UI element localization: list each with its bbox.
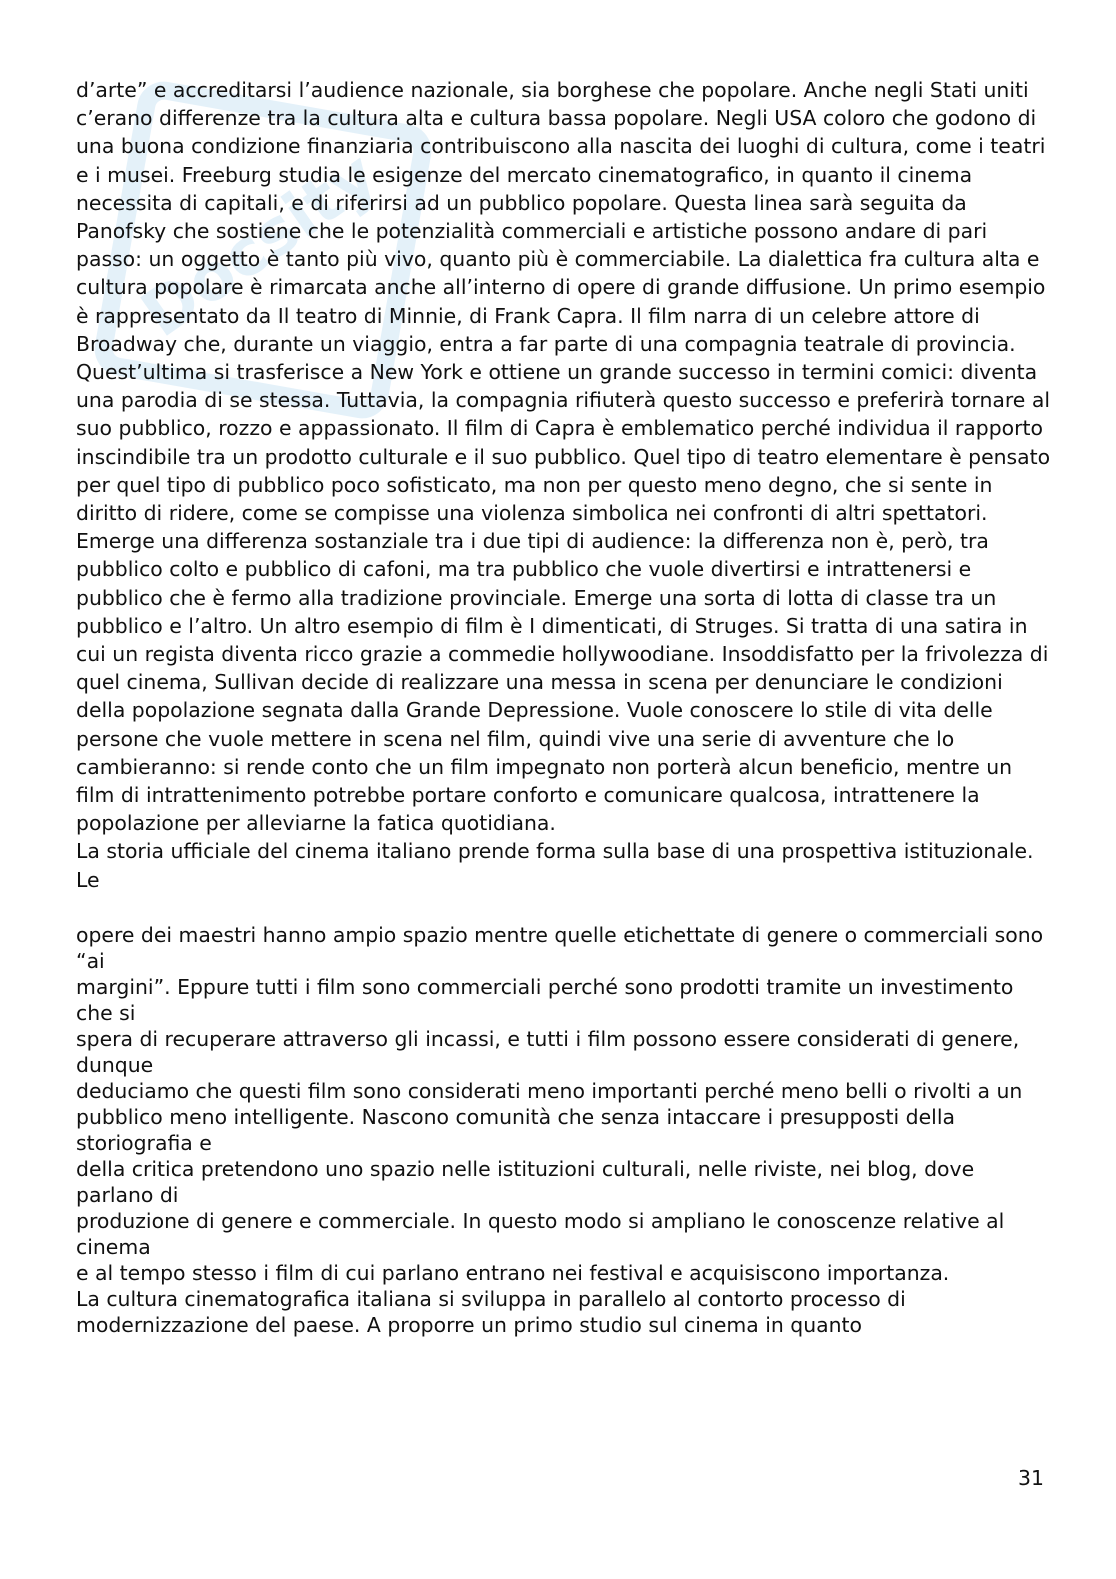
body-paragraph-3: La cultura cinematografica italiana si sviluppa in parallelo al contorto processo di modernizzazione del paese. A proporre un primo studio sul cinema in quanto	[76, 1286, 906, 1338]
broken-line: spera di recuperare attraverso gli incassi, e tutti i film possono essere considerati di genere, dunque	[76, 1026, 1020, 1077]
body-paragraph-2: La storia ufficiale del cinema italiano prende forma sulla base di una prospettiva istituzionale. Le	[76, 839, 1034, 892]
broken-line: opere dei maestri hanno ampio spazio mentre quelle etichettate di genere o commerciali sono “ai	[76, 922, 1044, 973]
broken-line: della critica pretendono uno spazio nelle istituzioni culturali, nelle riviste, nei blog, dove parlano di	[76, 1156, 975, 1207]
body-broken-lines	[76, 922, 1054, 1286]
broken-line: deduciamo che questi film sono considerati meno importanti perché meno belli o rivolti a un	[76, 1078, 1023, 1103]
broken-line: margini”. Eppure tutti i film sono commerciali perché sono prodotti tramite un investimento che si	[76, 974, 1014, 1025]
broken-line: e al tempo stesso i film di cui parlano entrano nei festival e acquisiscono importanza.	[76, 1260, 950, 1285]
document-page	[76, 76, 1054, 1338]
page-number: 31	[1018, 1466, 1044, 1490]
body-paragraph-1: d’arte” e accreditarsi l’audience nazionale, sia borghese che popolare. Anche negli Stati uniti c’erano differenze tra la cultura alta e cultura bassa popolare. Negli USA coloro che godono di una buona condizione finanziaria contribuiscono alla nascita dei luoghi di cultura, come i teatri e i musei. Freeburg studia le esigenze del mercato cinematografico, in quanto il cinema necessita di capitali, e di riferirsi ad un pubblico popolare. Questa linea sarà seguita da Panofsky che sostiene che le potenzialità commerciali e artistiche possono andare di pari passo: un oggetto è tanto più vivo, quanto più è commerciabile. La dialettica fra cultura alta e cultura popolare è rimarcata anche all’interno di opere di grande diffusione. Un primo esempio è rappresentato da Il teatro di Minnie, di Frank Capra. Il film narra di un celebre attore di Broadway che, durante un viaggio, entra a far parte di una compagnia teatrale di provincia. Quest’ultima si trasferisce a New York e ottiene un grande successo in termini comici: diventa una parodia di se stessa. Tuttavia, la compagnia rifiuterà questo successo e preferirà tornare al suo pubblico, rozzo e appassionato. Il film di Capra è emblematico perché individua il rapporto inscindibile tra un prodotto culturale e il suo pubblico. Quel tipo di teatro elementare è pensato per quel tipo di pubblico poco sofisticato, ma non per questo meno degno, che si sente in diritto di ridere, come se compisse una violenza simbolica nei confronti di altri spettatori. Emerge una differenza sostanziale tra i due tipi di audience: la differenza non è, però, tra pubblico colto e pubblico di cafoni, ma tra pubblico che vuole divertirsi e intrattenersi e pubblico che è fermo alla tradizione provinciale. Emerge una sorta di lotta di classe tra un pubblico e l’altro. Un altro esempio di film è I dimenticati, di Struges. Si tratta di una satira in cui un regista diventa ricco grazie a commedie hollywoodiane. Insoddisfatto per la frivolezza di quel cinema, Sullivan decide di realizzare una messa in scena per denunciare le condizioni della popolazione segnata dalla Grande Depressione. Vuole conoscere lo stile di vita delle persone che vuole mettere in scena nel film, quindi vive una serie di avventure che lo cambieranno: si rende conto che un film impegnato non porterà alcun beneficio, mentre un film di intrattenimento potrebbe portare conforto e comunicare qualcosa, intrattenere la popolazione per alleviarne la fatica quotidiana.	[76, 78, 1051, 836]
broken-line: pubblico meno intelligente. Nascono comunità che senza intaccare i presupposti della storiografia e	[76, 1104, 955, 1155]
broken-line: produzione di genere e commerciale. In questo modo si ampliano le conoscenze relative al cinema	[76, 1208, 1005, 1259]
watermark-brand-text: Docsity	[128, 138, 391, 353]
